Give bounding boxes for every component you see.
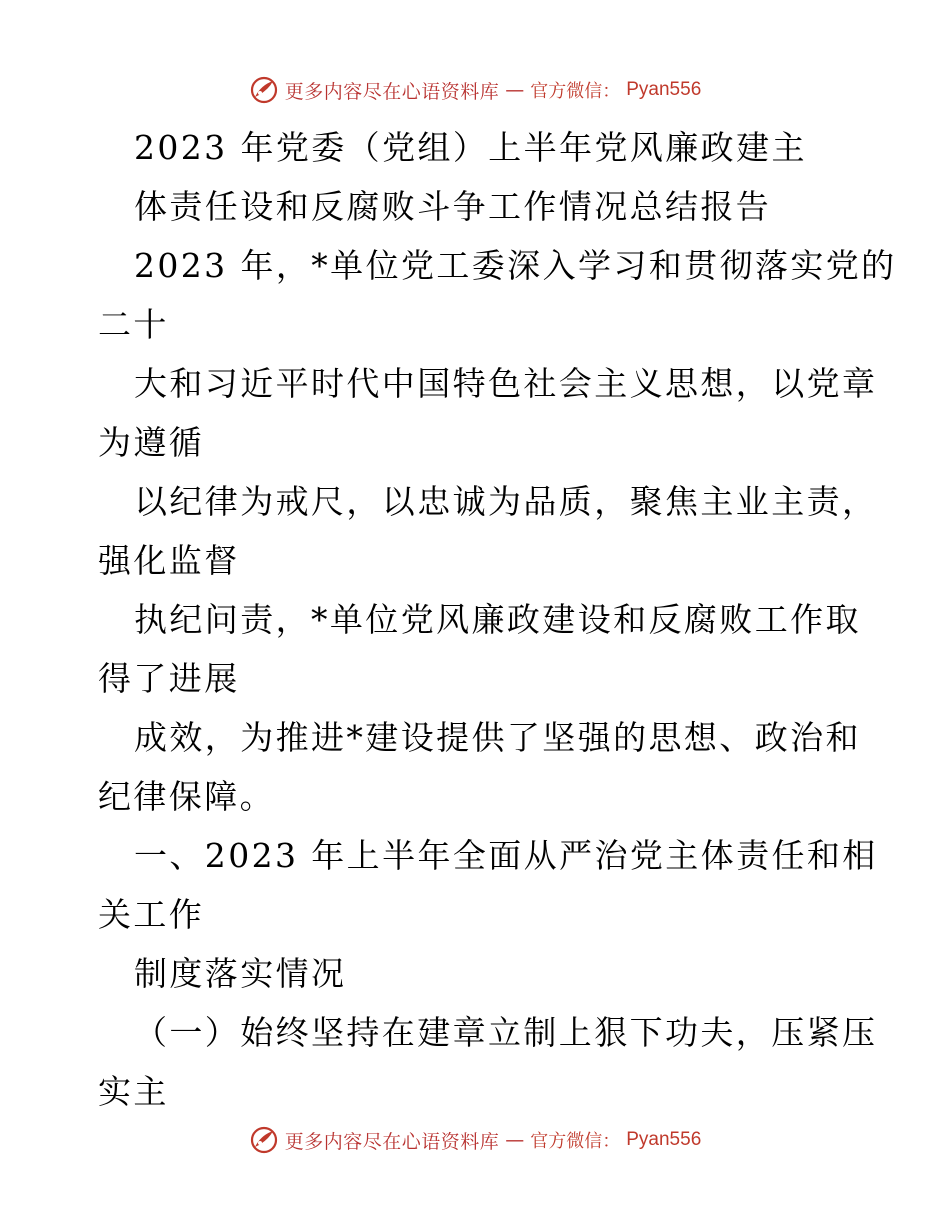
paragraph-line: 执纪问责，*单位党风廉政建设和反腐败工作取 bbox=[134, 600, 861, 639]
paragraph-line: 强化监督 bbox=[98, 541, 240, 580]
section-heading-line: 制度落实情况 bbox=[134, 954, 347, 993]
watermark-wechat-id: Pyan556 bbox=[626, 1129, 702, 1150]
paragraph-line: 以纪律为戒尺，以忠诚为品质，聚焦主业主责， bbox=[134, 482, 878, 521]
title-line-1: 2023 年党委（党组）上半年党风廉政建主 bbox=[134, 128, 807, 167]
section-heading-line: 一、2023 年上半年全面从严治党主体责任和相 bbox=[134, 836, 878, 875]
watermark-header bbox=[0, 70, 950, 110]
subsection-heading-line: 实主 bbox=[98, 1072, 169, 1111]
paragraph-line: 成效，为推进*建设提供了坚强的思想、政治和 bbox=[134, 718, 861, 757]
watermark-wechat-id: Pyan556 bbox=[626, 79, 702, 100]
watermark-sub-text: 官方微信： bbox=[530, 81, 621, 102]
watermark-dash: — bbox=[505, 1129, 525, 1151]
paragraph-line: 大和习近平时代中国特色社会主义思想，以党章 bbox=[134, 364, 878, 403]
quill-logo-icon bbox=[249, 1125, 279, 1155]
watermark-footer bbox=[0, 1120, 950, 1160]
paragraph-line: 为遵循 bbox=[98, 423, 205, 462]
document-body bbox=[98, 118, 897, 1121]
watermark-sub-text: 官方微信： bbox=[530, 1131, 621, 1152]
watermark-main-text: 更多内容尽在心语资料库 bbox=[284, 80, 500, 103]
quill-logo-icon bbox=[249, 75, 279, 105]
title-line-2: 体责任设和反腐败斗争工作情况总结报告 bbox=[134, 187, 772, 226]
watermark-dash: — bbox=[505, 79, 525, 101]
watermark-main-text: 更多内容尽在心语资料库 bbox=[284, 1130, 500, 1153]
paragraph-line: 2023 年，*单位党工委深入学习和贯彻落实党的 bbox=[134, 246, 897, 285]
paragraph-line: 纪律保障。 bbox=[98, 777, 275, 816]
section-heading-line: 关工作 bbox=[98, 895, 205, 934]
paragraph-line: 二十 bbox=[98, 305, 169, 344]
subsection-heading-line: （一）始终坚持在建章立制上狠下功夫，压紧压 bbox=[134, 1013, 878, 1052]
paragraph-line: 得了进展 bbox=[98, 659, 240, 698]
